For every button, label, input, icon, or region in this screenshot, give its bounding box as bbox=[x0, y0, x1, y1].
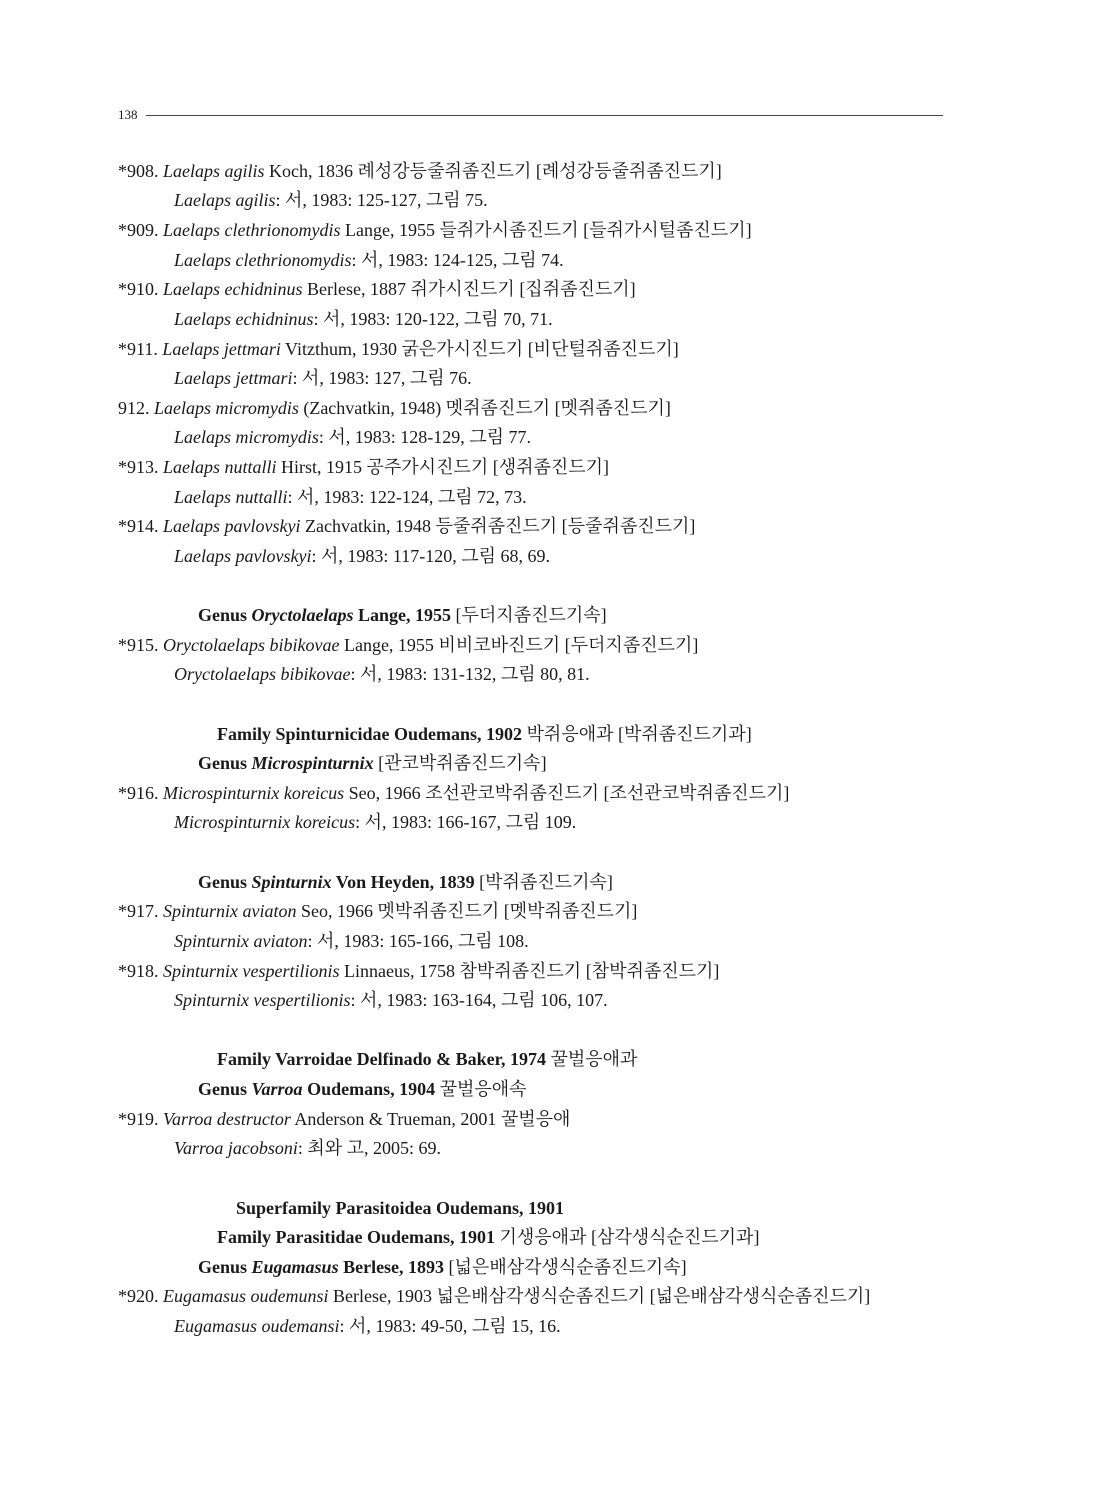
synonym-name: Laelaps echidninus bbox=[174, 309, 314, 329]
genus-label: Genus bbox=[198, 753, 248, 773]
species-author: Berlese, 1903 bbox=[333, 1286, 432, 1306]
alternate-name: [두더지좀진드기] bbox=[564, 635, 699, 655]
entry-number: 912. bbox=[118, 398, 150, 418]
species-name: Laelaps agilis bbox=[163, 161, 265, 181]
synonym-name: Microspinturnix koreicus bbox=[174, 812, 356, 832]
family-heading bbox=[217, 1048, 637, 1070]
species-name: Varroa destructor bbox=[163, 1109, 291, 1129]
species-author: Seo, 1966 bbox=[348, 783, 421, 803]
family-name: Family Spinturnicidae Oudemans, 1902 bbox=[217, 724, 523, 744]
alternate-name: [집쥐좀진드기] bbox=[519, 279, 636, 299]
reference-citation: : 서, 1983: 120-122, 그림 70, 71. bbox=[313, 309, 553, 329]
korean-name: 비비코바진드기 bbox=[438, 635, 561, 655]
header-rule bbox=[146, 115, 943, 116]
genus-name: Varroa bbox=[251, 1079, 303, 1099]
species-name: Laelaps pavlovskyi bbox=[163, 516, 301, 536]
alternate-name: [등줄쥐좀진드기] bbox=[561, 516, 696, 536]
reference-citation: : 최와 고, 2005: 69. bbox=[297, 1138, 442, 1158]
superfamily-heading bbox=[236, 1197, 564, 1219]
korean-name: 멧쥐좀진드기 bbox=[445, 398, 551, 418]
korean-name: 넓은배삼각생식순좀진드기 bbox=[436, 1286, 646, 1306]
reference-citation: : 서, 1983: 117-120, 그림 68, 69. bbox=[311, 546, 550, 566]
synonym-name: Laelaps jettmari bbox=[174, 368, 293, 388]
synonym-name: Varroa jacobsoni bbox=[174, 1138, 298, 1158]
synonym-reference bbox=[174, 930, 529, 952]
entry-number: *915. bbox=[118, 635, 159, 655]
species-author: Berlese, 1887 bbox=[307, 279, 406, 299]
reference-citation: : 서, 1983: 131-132, 그림 80, 81. bbox=[350, 664, 590, 684]
korean-name: 공주가시진드기 bbox=[366, 457, 489, 477]
superfamily-name: Superfamily Parasitoidea Oudemans, 1901 bbox=[236, 1198, 565, 1218]
alternate-name: [넓은배삼각생식순좀진드기] bbox=[649, 1286, 871, 1306]
synonym-name: Spinturnix vespertilionis bbox=[174, 990, 351, 1010]
korean-name: 들쥐가시좀진드기 bbox=[439, 220, 579, 240]
species-author: (Zachvatkin, 1948) bbox=[303, 398, 442, 418]
species-name: Eugamasus oudemunsi bbox=[163, 1286, 329, 1306]
species-entry bbox=[118, 219, 752, 241]
genus-label: Genus bbox=[198, 872, 248, 892]
species-entry bbox=[118, 634, 698, 656]
synonym-reference bbox=[174, 308, 553, 330]
species-author: Lange, 1955 bbox=[343, 635, 434, 655]
species-author: Lange, 1955 bbox=[345, 220, 435, 240]
family-korean-name: 기생응애과 bbox=[499, 1227, 587, 1247]
alternate-name: [멧박쥐좀진드기] bbox=[503, 901, 638, 921]
genus-author: Oudemans, 1904 bbox=[307, 1079, 436, 1099]
genus-heading bbox=[198, 604, 607, 626]
family-alternate-name: [박쥐좀진드기과] bbox=[618, 724, 752, 744]
synonym-reference bbox=[174, 367, 472, 389]
genus-heading bbox=[198, 1078, 527, 1100]
entry-number: *914. bbox=[118, 516, 159, 536]
species-entry bbox=[118, 278, 636, 300]
species-author: Seo, 1966 bbox=[301, 901, 373, 921]
synonym-reference bbox=[174, 811, 576, 833]
species-name: Laelaps nuttalli bbox=[163, 457, 277, 477]
species-entry bbox=[118, 456, 609, 478]
synonym-name: Laelaps nuttalli bbox=[174, 487, 288, 507]
synonym-reference bbox=[174, 189, 488, 211]
species-name: Spinturnix aviaton bbox=[163, 901, 297, 921]
family-name: Family Parasitidae Oudemans, 1901 bbox=[217, 1227, 495, 1247]
synonym-name: Laelaps clethrionomydis bbox=[174, 250, 352, 270]
reference-citation: : 서, 1983: 128-129, 그림 77. bbox=[318, 427, 531, 447]
entry-number: *913. bbox=[118, 457, 159, 477]
genus-heading bbox=[198, 871, 613, 893]
korean-name: 조선관코박쥐좀진드기 bbox=[425, 783, 600, 803]
genus-name: Microspinturnix bbox=[251, 753, 374, 773]
reference-citation: : 서, 1983: 124-125, 그림 74. bbox=[351, 250, 564, 270]
species-entry bbox=[118, 1108, 570, 1130]
species-entry bbox=[118, 782, 789, 804]
species-entry bbox=[118, 960, 719, 982]
synonym-reference bbox=[174, 1315, 561, 1337]
alternate-name: [생쥐좀진드기] bbox=[492, 457, 610, 477]
synonym-reference bbox=[174, 426, 531, 448]
page-number: 138 bbox=[118, 107, 138, 122]
species-name: Oryctolaelaps bibikovae bbox=[163, 635, 340, 655]
genus-korean-name: [박쥐좀진드기속] bbox=[479, 872, 613, 892]
alternate-name: [비단털쥐좀진드기] bbox=[527, 339, 679, 359]
species-name: Laelaps echidninus bbox=[163, 279, 303, 299]
genus-korean-name: [넓은배삼각생식순좀진드기속] bbox=[448, 1257, 687, 1277]
genus-label: Genus bbox=[198, 1257, 248, 1277]
species-name: Laelaps micromydis bbox=[154, 398, 299, 418]
korean-name: 멧박쥐좀진드기 bbox=[377, 901, 500, 921]
species-name: Laelaps clethrionomydis bbox=[163, 220, 341, 240]
family-heading bbox=[217, 723, 752, 745]
synonym-reference bbox=[174, 663, 590, 685]
genus-heading bbox=[198, 752, 547, 774]
species-name: Spinturnix vespertilionis bbox=[163, 961, 340, 981]
family-korean-name: 박쥐응애과 bbox=[526, 724, 614, 744]
genus-label: Genus bbox=[198, 1079, 248, 1099]
synonym-reference bbox=[174, 249, 564, 271]
korean-name: 쥐가시진드기 bbox=[410, 279, 515, 299]
genus-name: Eugamasus bbox=[251, 1257, 339, 1277]
alternate-name: [조선관코박쥐좀진드기] bbox=[603, 783, 790, 803]
genus-author: Lange, 1955 bbox=[358, 605, 452, 625]
family-heading bbox=[217, 1226, 759, 1248]
synonym-name: Oryctolaelaps bibikovae bbox=[174, 664, 351, 684]
genus-name: Spinturnix bbox=[251, 872, 332, 892]
korean-name: 굵은가시진드기 bbox=[401, 339, 524, 359]
synonym-name: Laelaps agilis bbox=[174, 190, 276, 210]
entry-number: *917. bbox=[118, 901, 159, 921]
korean-name: 참박쥐좀진드기 bbox=[459, 961, 582, 981]
synonym-reference bbox=[174, 545, 550, 567]
alternate-name: [례성강등줄쥐좀진드기] bbox=[535, 161, 722, 181]
genus-korean-name: [관코박쥐좀진드기속] bbox=[378, 753, 547, 773]
genus-name: Oryctolaelaps bbox=[251, 605, 354, 625]
synonym-name: Laelaps micromydis bbox=[174, 427, 319, 447]
synonym-reference bbox=[174, 486, 527, 508]
entry-number: *908. bbox=[118, 161, 159, 181]
korean-name: 례성강등줄쥐좀진드기 bbox=[357, 161, 532, 181]
genus-korean-name: 꿀벌응애속 bbox=[439, 1079, 527, 1099]
species-entry bbox=[118, 1285, 870, 1307]
korean-name: 등줄쥐좀진드기 bbox=[435, 516, 558, 536]
reference-citation: : 서, 1983: 127, 그림 76. bbox=[292, 368, 472, 388]
synonym-name: Spinturnix aviaton bbox=[174, 931, 308, 951]
species-name: Laelaps jettmari bbox=[162, 339, 281, 359]
species-author: Vitzthum, 1930 bbox=[285, 339, 397, 359]
species-author: Anderson & Trueman, 2001 bbox=[294, 1109, 497, 1129]
alternate-name: [멧쥐좀진드기] bbox=[554, 398, 671, 418]
species-entry bbox=[118, 515, 695, 537]
alternate-name: [들쥐가시털좀진드기] bbox=[583, 220, 752, 240]
species-author: Zachvatkin, 1948 bbox=[304, 516, 431, 536]
reference-citation: : 서, 1983: 163-164, 그림 106, 107. bbox=[350, 990, 608, 1010]
species-author: Hirst, 1915 bbox=[281, 457, 363, 477]
entry-number: *918. bbox=[118, 961, 159, 981]
entry-number: *916. bbox=[118, 783, 159, 803]
synonym-name: Eugamasus oudemansi bbox=[174, 1316, 340, 1336]
genus-label: Genus bbox=[198, 605, 248, 625]
family-alternate-name: [삼각생식순진드기과] bbox=[590, 1227, 760, 1247]
reference-citation: : 서, 1983: 165-166, 그림 108. bbox=[307, 931, 529, 951]
reference-citation: : 서, 1983: 125-127, 그림 75. bbox=[275, 190, 488, 210]
alternate-name: [참박쥐좀진드기] bbox=[585, 961, 720, 981]
reference-citation: : 서, 1983: 49-50, 그림 15, 16. bbox=[339, 1316, 561, 1336]
reference-citation: : 서, 1983: 122-124, 그림 72, 73. bbox=[287, 487, 527, 507]
synonym-name: Laelaps pavlovskyi bbox=[174, 546, 312, 566]
species-author: Linnaeus, 1758 bbox=[343, 961, 455, 981]
family-name: Family Varroidae Delfinado & Baker, 1974 bbox=[217, 1049, 547, 1069]
species-entry bbox=[118, 160, 722, 182]
synonym-reference bbox=[174, 1137, 441, 1159]
entry-number: *919. bbox=[118, 1109, 159, 1129]
korean-name: 꿀벌응애 bbox=[500, 1109, 571, 1129]
genus-author: Berlese, 1893 bbox=[343, 1257, 445, 1277]
genus-heading bbox=[198, 1256, 687, 1278]
reference-citation: : 서, 1983: 166-167, 그림 109. bbox=[355, 812, 577, 832]
species-name: Microspinturnix koreicus bbox=[163, 783, 345, 803]
entry-number: *911. bbox=[118, 339, 158, 359]
entry-number: *909. bbox=[118, 220, 159, 240]
genus-korean-name: [두더지좀진드기속] bbox=[455, 605, 607, 625]
entry-number: *910. bbox=[118, 279, 159, 299]
family-korean-name: 꿀벌응애과 bbox=[550, 1049, 638, 1069]
entry-number: *920. bbox=[118, 1286, 159, 1306]
species-entry bbox=[118, 338, 679, 360]
genus-author: Von Heyden, 1839 bbox=[335, 872, 475, 892]
synonym-reference bbox=[174, 989, 608, 1011]
species-entry bbox=[118, 900, 637, 922]
species-entry bbox=[118, 397, 671, 419]
species-author: Koch, 1836 bbox=[269, 161, 354, 181]
